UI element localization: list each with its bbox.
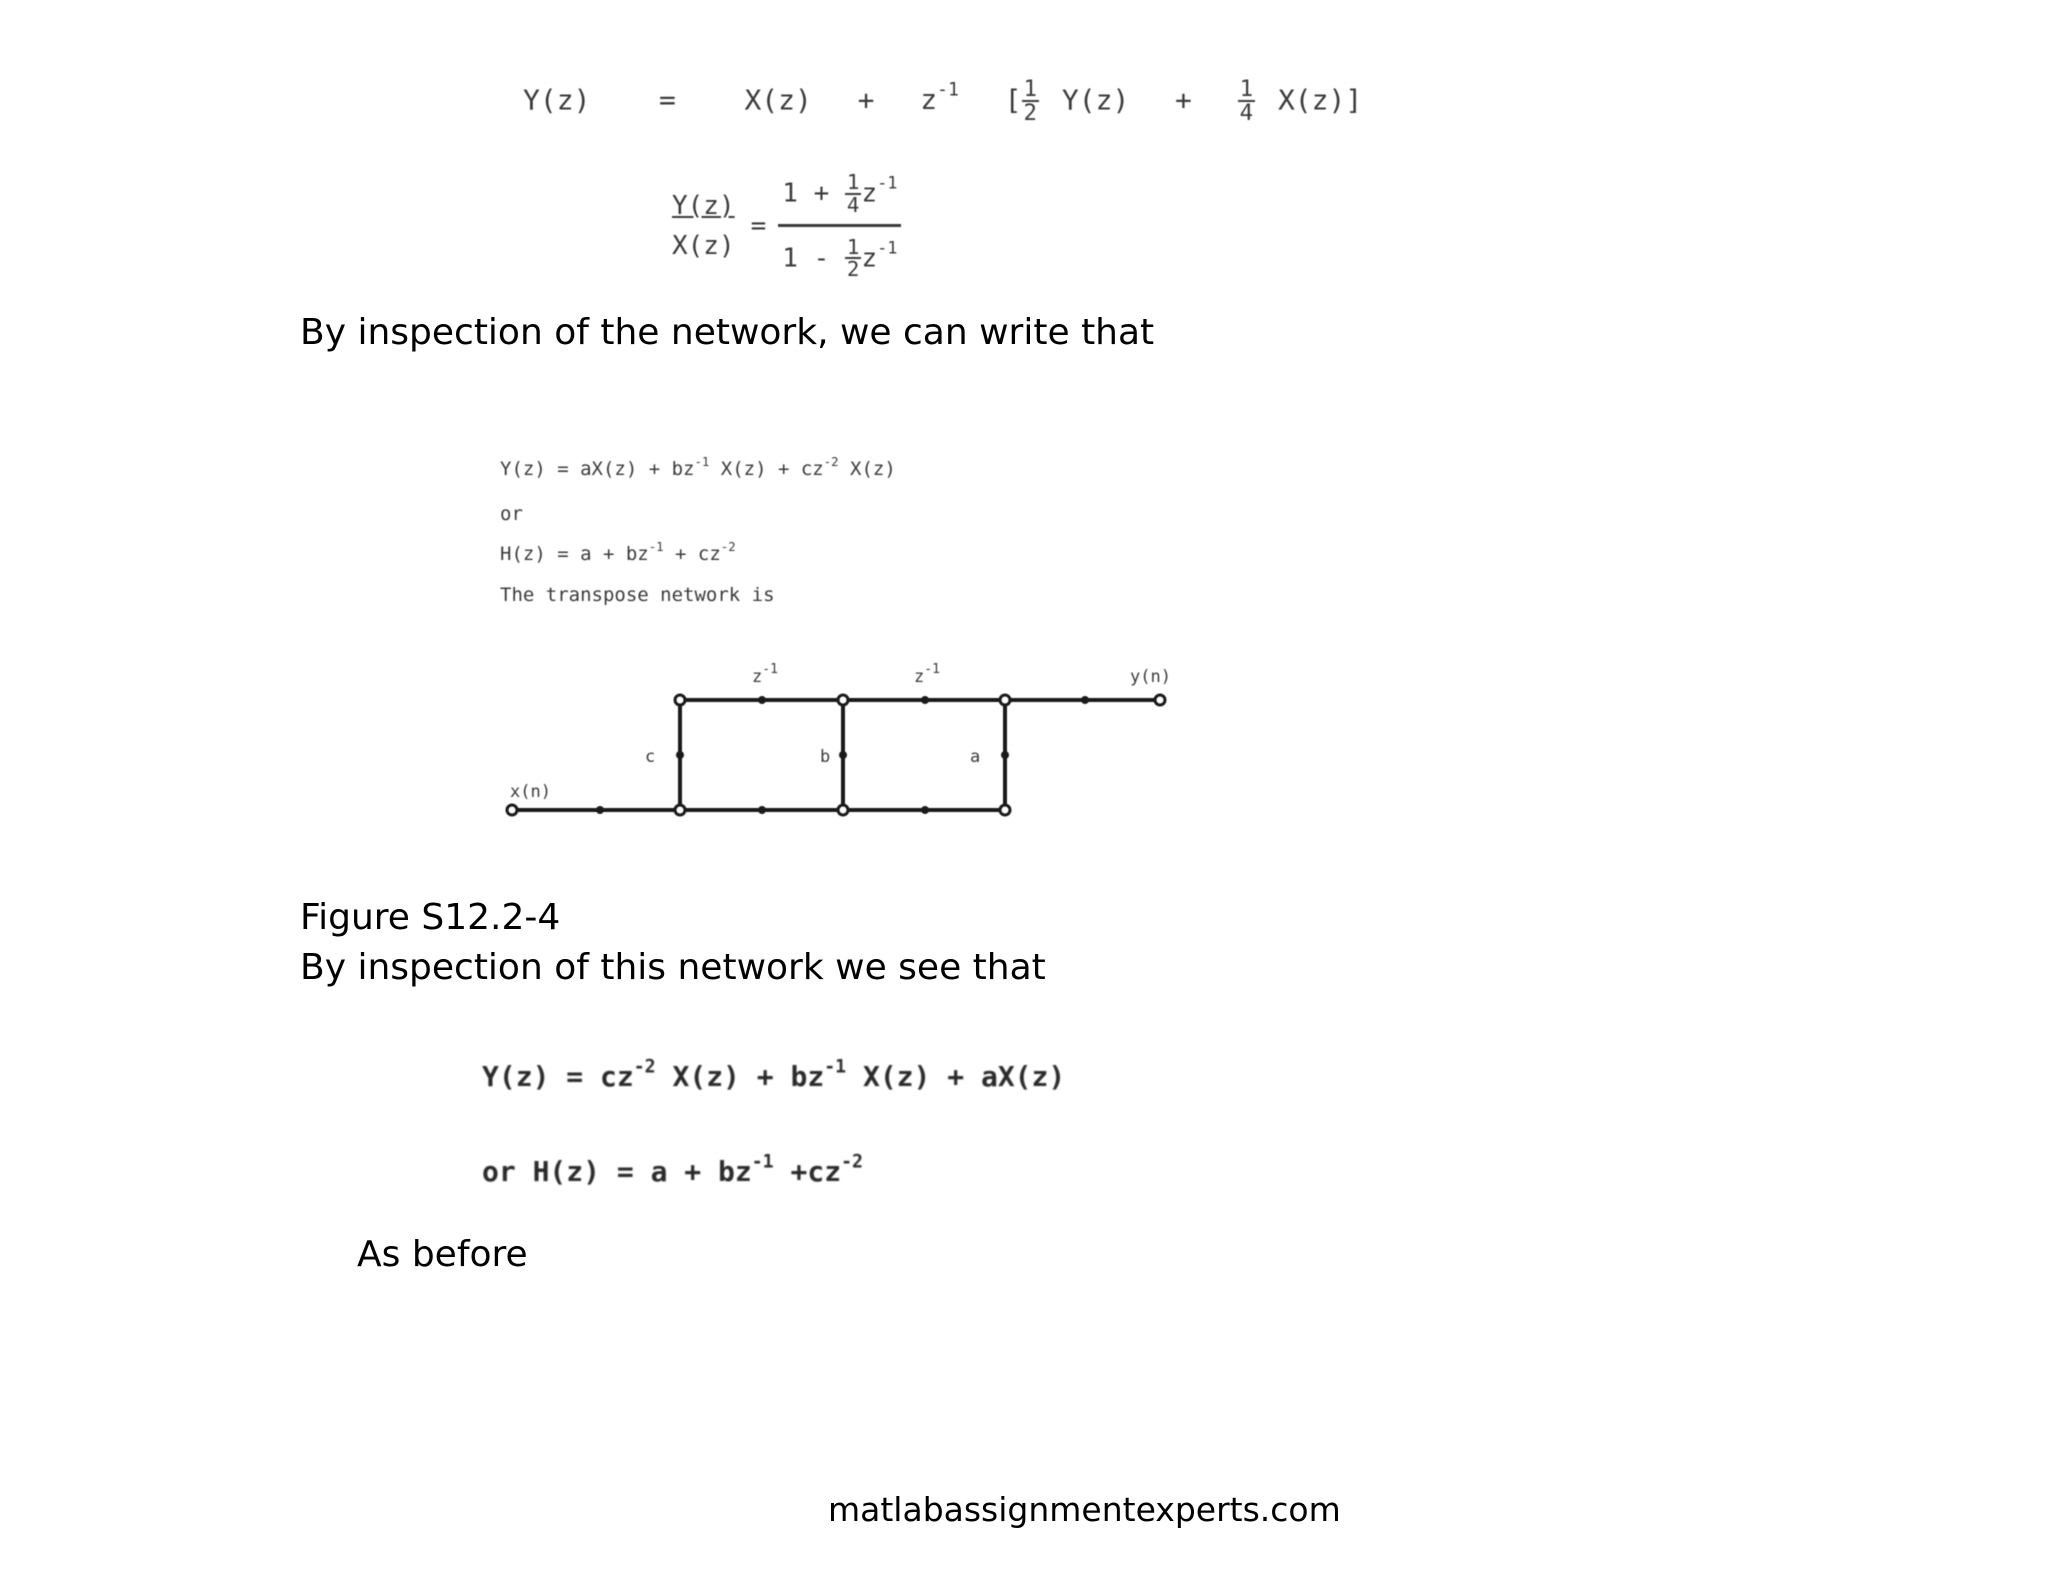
coef-a-label: a [970,747,981,767]
eq1-plus: + [857,83,875,117]
block-1-line-4: The transpose network is [500,584,775,606]
arrow-top-3 [1081,696,1089,704]
transpose-network-diagram [490,650,1210,830]
node-bottom-2 [838,805,848,815]
eq1-equals: = [659,83,676,117]
input-label: x(n) [510,782,551,802]
eq1-bracket-close: ] [1345,83,1363,117]
eq2-equals: = [750,211,767,242]
footer-website: matlabassignmentexperts.com [828,1490,1341,1529]
node-top-2 [838,695,848,705]
paragraph-as-before: As before [357,1234,528,1275]
node-top-3 [1000,695,1010,705]
eq1-lhs: Y(z) [523,83,591,117]
eq2-lhs-fraction [668,191,739,261]
arrow-bottom-3 [921,806,929,814]
block-1-line-2: or [500,503,523,525]
eq1-x: X(z) [744,83,812,117]
eq1-plus-2: + [1175,83,1192,117]
coef-c-label: c [645,747,656,767]
arrow-top-1 [758,696,766,704]
arrow-c [676,751,684,759]
arrow-b [839,751,847,759]
eq2-lhs-den: X(z) [672,231,735,262]
block-1-line-1: $Y(z) = aX(z) + bz^{-1}$ $X(z) + cz^{-2}$ X(z) [500,454,896,480]
block-1-line-3: $H(z) = a + bz^{-1} + cz^{-2}$ [500,539,736,565]
output-label: y(n) [1130,667,1171,687]
eq2-rhs-num: 1 + $\frac{1}{4}$ $z^{-1}$ [778,172,901,227]
eq1-x-2: X(z) [1277,83,1346,117]
paragraph-this-network: By inspection of this network we see that [300,947,1046,988]
eq1-bracket-open: [ [1004,83,1022,117]
delay-2-label: $z^{-1}$ [914,662,940,687]
paragraph-network-inspection: By inspection of the network, we can write that [300,312,1155,353]
delay-1-label: $z^{-1}$ [752,662,778,687]
figure-caption: Figure S12.2-4 [300,897,561,938]
eq1-frac-quarter: $\frac{1}{4}$ [1239,76,1254,127]
eq1-frac-half: $\frac{1}{2}$ [1023,76,1038,127]
node-output [1155,695,1165,705]
arrow-bottom-1 [596,806,604,814]
eq2-lhs-num: Y(z) [672,191,735,222]
eq2-rhs-den: 1 - $\frac{1}{2}$ $z^{-1}$ [782,234,898,282]
block-2-line-2: or $H(z) = a + bz^{-1} +cz^{-2}$ [482,1151,863,1188]
equation-2 [668,172,901,280]
block-2-line-1: $Y(z) = cz^{-2}$ $X(z) + bz^{-1}$ X(z) + aX(z) [482,1056,1066,1093]
node-bottom-3 [1000,805,1010,815]
arrow-top-2 [921,696,929,704]
equation-1 [523,78,1362,125]
node-top-1 [675,695,685,705]
eq1-zinv: $z^{-1}$ [920,79,959,117]
eq1-y: Y(z) [1061,83,1130,117]
node-input [507,805,517,815]
coef-b-label: b [820,747,831,767]
node-bottom-1 [675,805,685,815]
arrow-bottom-2 [758,806,766,814]
arrow-a [1001,751,1009,759]
eq2-rhs-fraction [778,172,901,280]
